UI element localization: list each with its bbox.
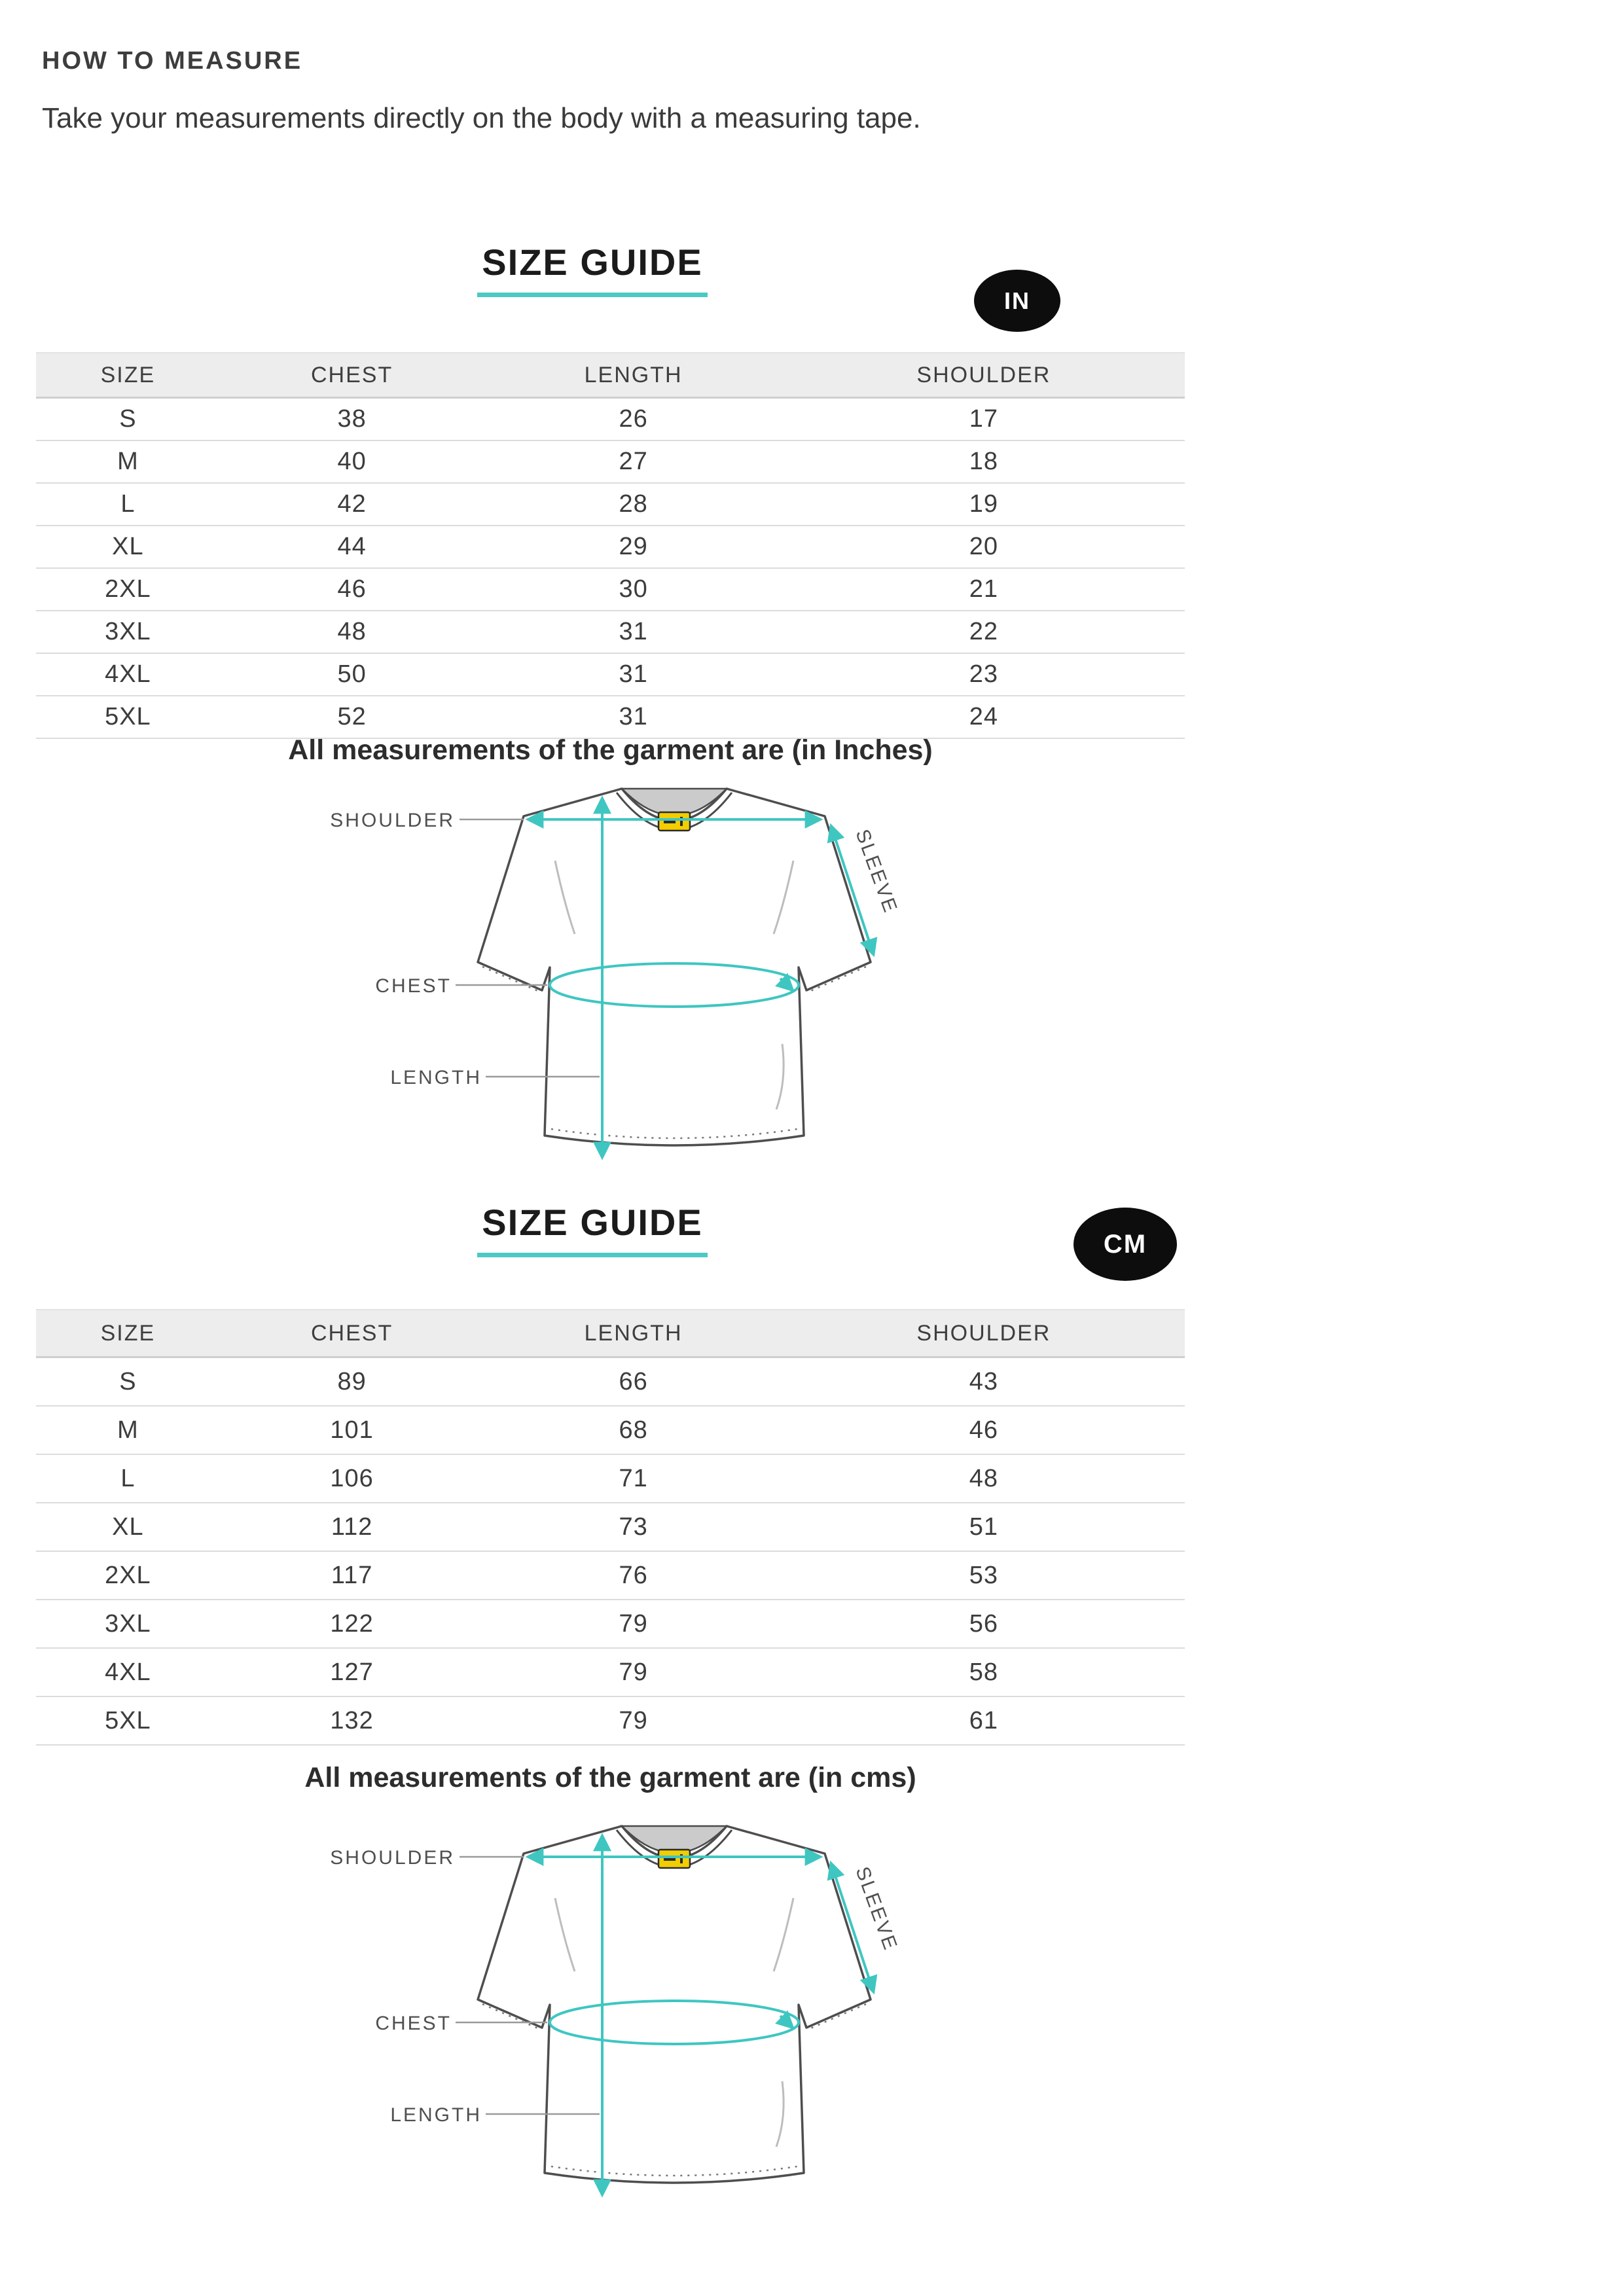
table-cell: S [36, 398, 220, 441]
table-cell: 28 [484, 483, 782, 526]
table-row [36, 1648, 1185, 1696]
table-cell: 50 [220, 653, 484, 696]
table-row [36, 568, 1185, 611]
table-cell: 18 [783, 440, 1185, 483]
table-cell: 122 [220, 1600, 484, 1648]
table-cell: 56 [783, 1600, 1185, 1648]
table-row [36, 611, 1185, 653]
page-title: HOW TO MEASURE [42, 47, 303, 75]
table-cell: 22 [783, 611, 1185, 653]
title-underline [477, 1253, 708, 1257]
measurements-caption-inches: All measurements of the garment are (in Inches) [288, 734, 933, 766]
size-guide-title-in [452, 241, 733, 297]
table-cell: 20 [783, 526, 1185, 568]
unit-badge-label: CM [1103, 1229, 1147, 1259]
table-column-header: CHEST [220, 1310, 484, 1357]
table-row [36, 1696, 1185, 1745]
table-cell: 5XL [36, 696, 220, 738]
table-cell: 17 [783, 398, 1185, 441]
table-cell: 48 [783, 1454, 1185, 1503]
table-cell: 79 [484, 1696, 782, 1745]
table-row [36, 1551, 1185, 1600]
table-cell: XL [36, 526, 220, 568]
size-guide-title-text: SIZE GUIDE [482, 242, 703, 283]
table-row [36, 696, 1185, 738]
table-cell: 44 [220, 526, 484, 568]
tshirt-outline [478, 789, 871, 1145]
table-cell: 27 [484, 440, 782, 483]
sleeve-label: SLEEVE [851, 826, 902, 917]
table-row [36, 483, 1185, 526]
table-cell: 52 [220, 696, 484, 738]
size-table-inches [36, 352, 1185, 739]
table-cell: 79 [484, 1600, 782, 1648]
table-cell: 46 [220, 568, 484, 611]
table-cell: 101 [220, 1406, 484, 1454]
table-row [36, 1357, 1185, 1407]
table-cell: 58 [783, 1648, 1185, 1696]
length-label: LENGTH [390, 1067, 482, 1088]
table-cell: 71 [484, 1454, 782, 1503]
table-row [36, 526, 1185, 568]
table-row [36, 1503, 1185, 1551]
table-cell: 4XL [36, 1648, 220, 1696]
table-cell: L [36, 1454, 220, 1503]
table-cell: 73 [484, 1503, 782, 1551]
table-cell: 48 [220, 611, 484, 653]
table-cell: 2XL [36, 568, 220, 611]
chest-label: CHEST [375, 2013, 452, 2034]
table-column-header: SHOULDER [783, 1310, 1185, 1357]
unit-badge-cm [1074, 1208, 1177, 1281]
tshirt-outline [478, 1826, 871, 2183]
table-cell: 38 [220, 398, 484, 441]
table-cell: S [36, 1357, 220, 1407]
title-underline [477, 293, 708, 297]
chest-label: CHEST [375, 975, 452, 997]
table-cell: 43 [783, 1357, 1185, 1407]
table-cell: XL [36, 1503, 220, 1551]
table-column-header: CHEST [220, 353, 484, 398]
table-cell: 40 [220, 440, 484, 483]
unit-badge-in [974, 270, 1060, 332]
size-table-cms [36, 1309, 1185, 1746]
size-guide-title-text: SIZE GUIDE [482, 1202, 703, 1243]
table-cell: 29 [484, 526, 782, 568]
table-cell: 31 [484, 653, 782, 696]
table-cell: 2XL [36, 1551, 220, 1600]
table-cell: 112 [220, 1503, 484, 1551]
table-cell: 21 [783, 568, 1185, 611]
tshirt-diagram-inches [295, 769, 949, 1175]
table-cell: 117 [220, 1551, 484, 1600]
table-cell: 31 [484, 611, 782, 653]
table-cell: 76 [484, 1551, 782, 1600]
table-cell: 127 [220, 1648, 484, 1696]
table-cell: 61 [783, 1696, 1185, 1745]
table-column-header: SHOULDER [783, 353, 1185, 398]
table-cell: 19 [783, 483, 1185, 526]
table-cell: 66 [484, 1357, 782, 1407]
table-cell: 132 [220, 1696, 484, 1745]
table-cell: 106 [220, 1454, 484, 1503]
table-cell: 23 [783, 653, 1185, 696]
table-column-header: LENGTH [484, 1310, 782, 1357]
table-cell: 68 [484, 1406, 782, 1454]
table-row [36, 1600, 1185, 1648]
table-cell: 31 [484, 696, 782, 738]
table-cell: 79 [484, 1648, 782, 1696]
table-cell: L [36, 483, 220, 526]
table-cell: M [36, 440, 220, 483]
table-cell: 5XL [36, 1696, 220, 1745]
table-cell: 24 [783, 696, 1185, 738]
sleeve-label: SLEEVE [851, 1863, 902, 1954]
tshirt-diagram-cms [295, 1806, 949, 2212]
table-column-header: SIZE [36, 1310, 220, 1357]
table-row [36, 1406, 1185, 1454]
table-cell: 3XL [36, 611, 220, 653]
table-row [36, 1454, 1185, 1503]
table-column-header: SIZE [36, 353, 220, 398]
table-header-row [36, 353, 1185, 398]
table-cell: M [36, 1406, 220, 1454]
table-row [36, 440, 1185, 483]
unit-badge-label: IN [1004, 287, 1030, 314]
shoulder-label: SHOULDER [330, 1847, 455, 1869]
table-cell: 51 [783, 1503, 1185, 1551]
intro-text: Take your measurements directly on the body with a measuring tape. [42, 102, 921, 134]
size-guide-title-cm [452, 1201, 733, 1257]
shoulder-label: SHOULDER [330, 810, 455, 831]
table-cell: 53 [783, 1551, 1185, 1600]
table-row [36, 398, 1185, 441]
table-cell: 42 [220, 483, 484, 526]
table-cell: 30 [484, 568, 782, 611]
table-cell: 26 [484, 398, 782, 441]
length-label: LENGTH [390, 2104, 482, 2126]
table-cell: 46 [783, 1406, 1185, 1454]
measurements-caption-cms: All measurements of the garment are (in cms) [304, 1762, 916, 1793]
table-cell: 3XL [36, 1600, 220, 1648]
table-row [36, 653, 1185, 696]
table-header-row [36, 1310, 1185, 1357]
table-cell: 4XL [36, 653, 220, 696]
table-column-header: LENGTH [484, 353, 782, 398]
table-cell: 89 [220, 1357, 484, 1407]
